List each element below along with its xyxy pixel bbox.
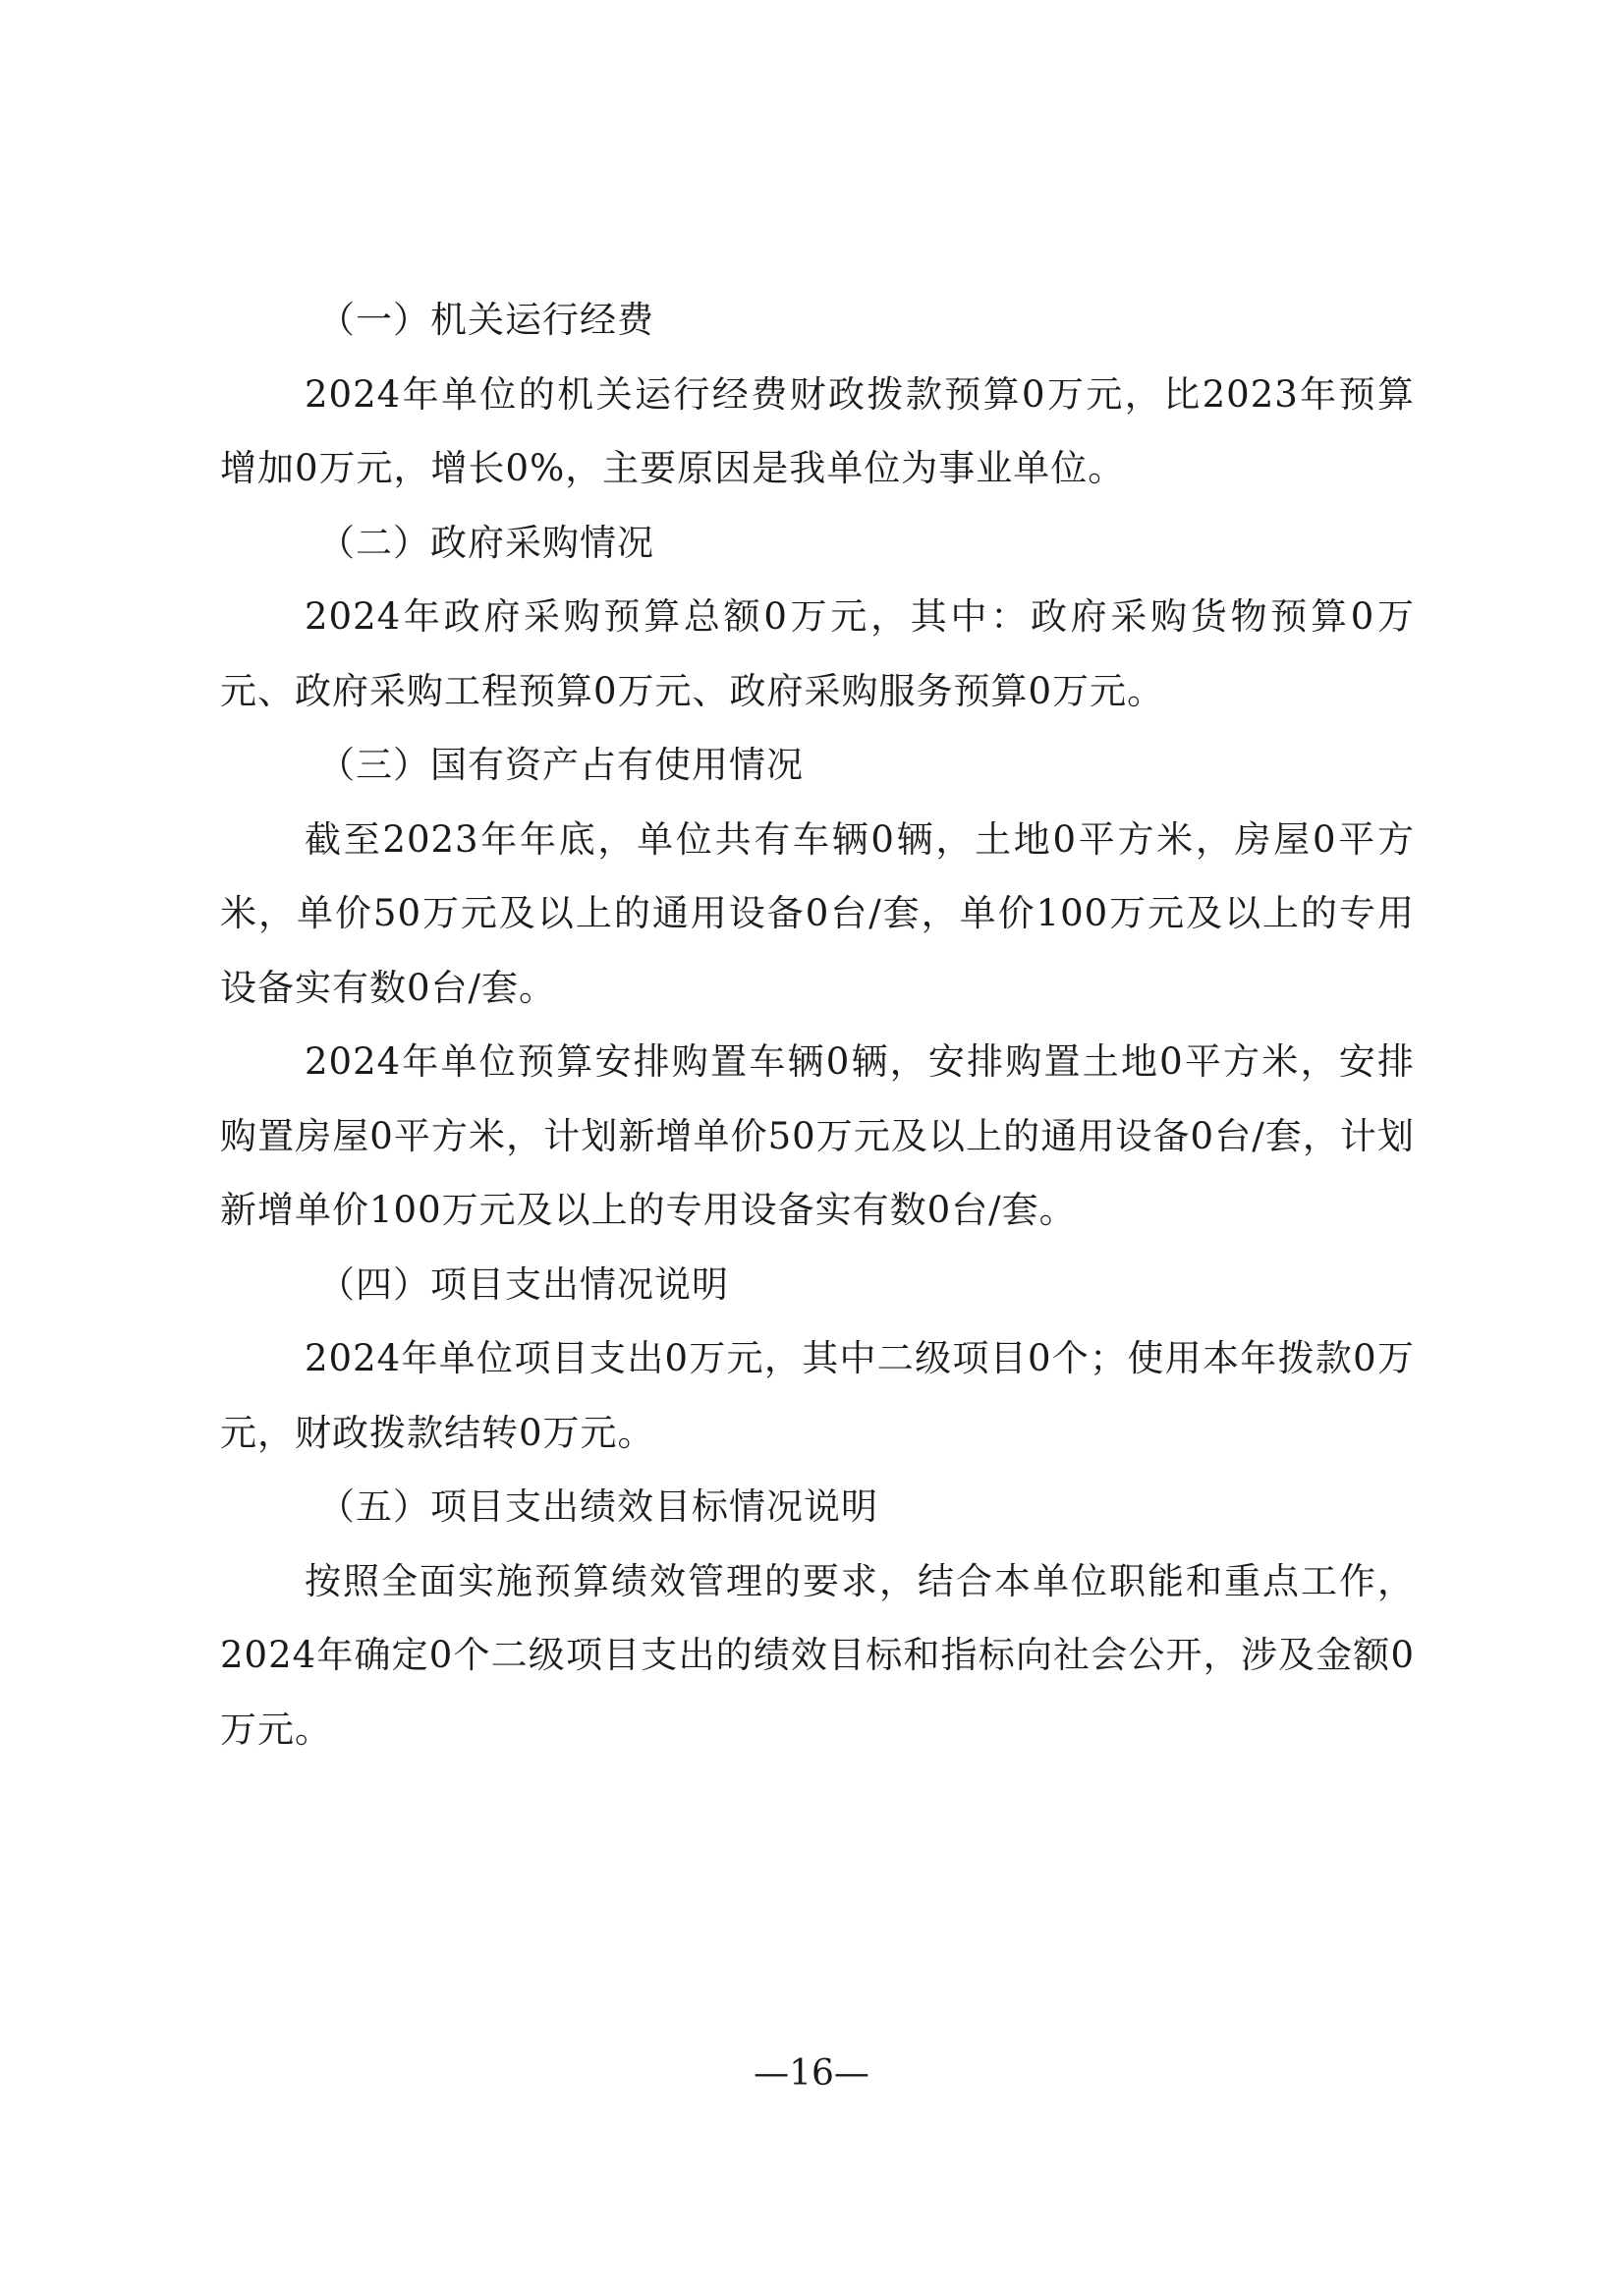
section-3-paragraph-2: 2024年单位预算安排购置车辆0辆，安排购置土地0平方米，安排购置房屋0平方米，计划新增单价50万元及以上的通用设备0台/套，计划新增单价100万元及以上的专用设备实有数0台/套。 — [220, 1040, 1415, 1231]
page-number: —16— — [754, 2053, 869, 2094]
section-4-paragraph-1: 2024年单位项目支出0万元，其中二级项目0个；使用本年拨款0万元，财政拨款结转0万元。 — [220, 1337, 1415, 1454]
section-3-paragraph-1: 截至2023年年底，单位共有车辆0辆，土地0平方米，房屋0平方米，单价50万元及以上的通用设备0台/套，单价100万元及以上的专用设备实有数0台/套。 — [220, 817, 1415, 1009]
section-1-paragraph-1: 2024年单位的机关运行经费财政拨款预算0万元，比2023年预算增加0万元，增长0%，主要原因是我单位为事业单位。 — [220, 372, 1415, 489]
section-heading-4: （四）项目支出情况说明 — [318, 1262, 729, 1306]
section-heading-1: （一）机关运行经费 — [318, 299, 654, 341]
section-heading-3: （三）国有资产占有使用情况 — [318, 744, 804, 786]
section-5-paragraph-1: 按照全面实施预算绩效管理的要求，结合本单位职能和重点工作，2024年确定0个二级项目支出的绩效目标和指标向社会公开，涉及金额0万元。 — [220, 1559, 1415, 1751]
section-heading-5: （五）项目支出绩效目标情况说明 — [318, 1485, 878, 1528]
section-heading-2: （二）政府采购情况 — [318, 521, 654, 564]
document-body — [220, 283, 1415, 1766]
section-2-paragraph-1: 2024年政府采购预算总额0万元，其中：政府采购货物预算0万元、政府采购工程预算0万元、政府采购服务预算0万元。 — [220, 595, 1415, 712]
